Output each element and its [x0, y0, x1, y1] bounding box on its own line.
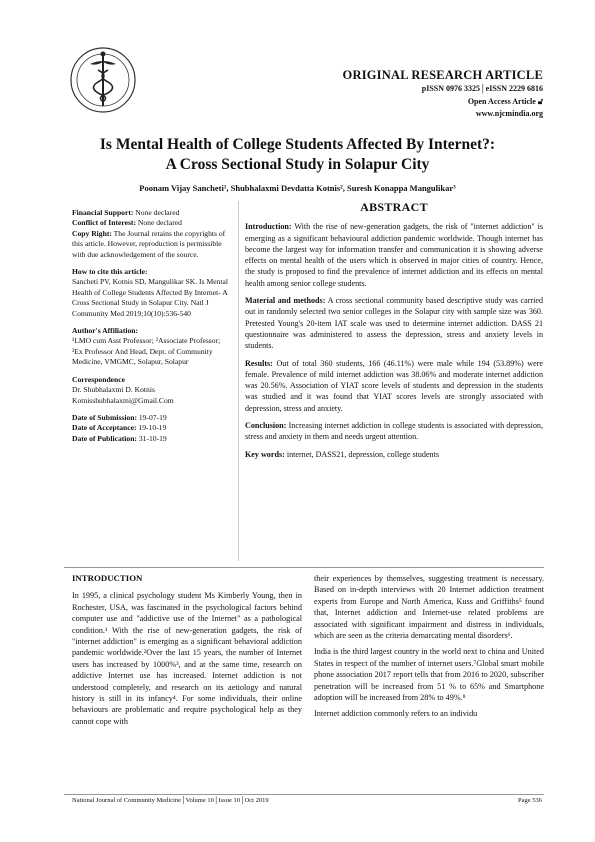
paper-title: Is Mental Health of College Students Affected By Internet?: A Cross Sectional Study in Solapur City — [99, 136, 496, 173]
abstract — [245, 202, 543, 466]
abstract-conclusion: Conclusion: Increasing internet addiction in college students is associated with depression, stress and anxiety in them and needs urgent attention. — [245, 421, 543, 442]
citation: How to cite this article: Sancheti PV, Kotnis SD, Mangulikar SK. Is Mental Health of College Students Affected By Internet- A Cross Sectional Study in Solapur City. Natl J Community Med 2019;10(10):536-540 — [72, 267, 228, 318]
article-info-sidebar — [72, 208, 232, 451]
body-column-right — [314, 573, 544, 725]
open-access-icon: 🔓︎ — [537, 97, 543, 106]
affiliation: Author's Affiliation: ¹LMO cum Asst Professor; ²Associate Professor; ³Ex Professor And Head, Dept. of Community Medicine, VMGMC, Solapur, Solapur — [72, 326, 221, 367]
page-number: Page 536 — [517, 797, 542, 804]
financial-support: Financial Support: None declared Conflict of Interest: None declared Copy Right: The Journal retains the copyrights of this article. However, reproduction is permissible with due acknowledgement of the source. — [72, 208, 226, 259]
page-footer — [72, 797, 542, 804]
dates: Date of Submission: 19-07-19 Date of Acceptance: 19-10-19 Date of Publication: 31-10-19 — [72, 412, 167, 443]
abstract-heading: ABSTRACT — [360, 200, 428, 214]
journal-logo — [68, 40, 138, 120]
body-paragraph: Internet addiction commonly refers to an individu — [314, 709, 478, 719]
author-list: Poonam Vijay Sancheti¹, Shubhalaxmi Devdatta Kotnis², Suresh Konappa Mangulikar³ — [139, 183, 456, 193]
issn: pISSN 0976 3325│eISSN 2229 6816 — [421, 84, 543, 93]
correspondence-email[interactable]: Kotnisshubhalaxmi@Gmail.Com — [72, 395, 174, 405]
body-column-left — [72, 573, 302, 732]
introduction-heading: INTRODUCTION — [72, 573, 143, 583]
body-paragraph: their experiences by themselves, suggesting treatment is necessary. Based on in-depth interviews with 20 Internet addiction treatment experts from Europe and North America, Kuss and Griffiths⁵ found that, Internet addiction and Internet-use related problems are associated with significant impairment and distress in individuals, which are seen as the criteria demarcating mental disorders⁶. — [314, 574, 544, 641]
footer-journal: National Journal of Community Medicine│Volume 10│Issue 10│Oct 2019 — [72, 797, 269, 804]
footer-divider — [64, 794, 544, 795]
body-paragraph: In 1995, a clinical psychology student Ms Kimberly Young, then in Rochester, USA, was fascinated in the psychological factors behind computer use and "addictive use of the Internet" as a pathological condition.¹ With the rise of new-generation gadgets, the risk of "internet addiction" is emerging as a significant behavioral addiction pandemic worldwide.²Over the last 15 years, the number of Internet users has increased by 1000%³, and at the same time, research on addictive Internet use has increased. Internet addiction is not understood completely, and research on its aetiology and natural history is still in its infancy⁴. For some individuals, their online behaviours are problematic and require psychological help as they cannot cope with — [72, 591, 302, 726]
abstract-introduction: Introduction: With the rise of new-generation gadgets, the risk of "internet addiction" is emerging as a significant behavioural addiction pandemic worldwide. Though internet has become the largest way for information transfer and communication it is showing adverse effects on mental health of the users which is observed in major cities of country. Hence, the study is proposed to find the prevalence of internet addiction and its effects on mental health among senior college students. — [245, 222, 543, 288]
abstract-results: Results: Out of total 360 students, 166 (46.11%) were male while 194 (53.89%) were female. Prevalence of mild internet addiction was 38.06% and moderate internet addiction was 20.56%. Association of YIAT score levels of students and depression in the students was studied and it was found that YIAT scores levels are strongly associated with depression, stress and anxiety. — [245, 358, 543, 413]
open-access-label: Open Access Article 🔓︎ — [467, 97, 543, 106]
article-type: ORIGINAL RESEARCH ARTICLE — [342, 68, 543, 82]
section-divider — [64, 567, 544, 568]
abstract-keywords: Key words: internet, DASS21, depression, college students — [245, 449, 440, 459]
abstract-methods: Material and methods: A cross sectional community based descriptive study was carried out in randomly selected two senior colleges in the Solapur city with sample size was 360. Pretested Young's 20-item IAT scale was used to determine internet addiction. DASS 21 questionnaire was administered to assess the depression, stress and anxiety levels in students. — [245, 296, 543, 351]
abstract-divider — [238, 201, 239, 561]
correspondence: Correspondence Dr. Shubhalaxmi D. Kotnis Kotnisshubhalaxmi@Gmail.Com — [72, 374, 174, 405]
journal-website[interactable]: www.njcmindia.org — [475, 109, 543, 118]
body-paragraph: India is the third largest country in the world next to china and United States in respect of the number of internet users.⁷Global smart mobile phone association 2017 report tells that from 2016 to 2020, subscriber penetration will be increased from 51 % to 65% and Smartphone adoption will be increased from 28% to 49%.⁸ — [314, 647, 544, 703]
